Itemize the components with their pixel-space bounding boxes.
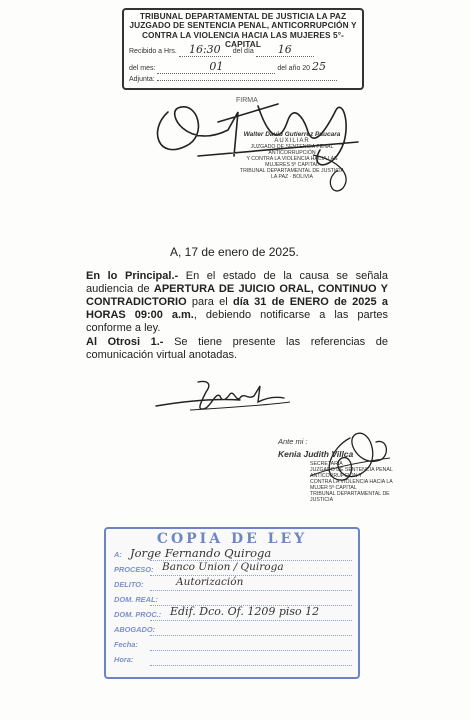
principal-text-1: En el estado de la causa se señala audiencia de	[86, 270, 388, 295]
principal-text-3: , debiendo notificarse a las partes conforme a ley.	[86, 309, 388, 334]
principal-paragraph	[86, 270, 388, 335]
month-label: del mes:	[129, 65, 156, 72]
stamp-header-line-1: TRIBUNAL DEPARTAMENTAL DE JUSTICIA LA PAZ	[139, 11, 347, 21]
auxiliar-block	[236, 132, 348, 180]
copy-field-value-dom-proc: Edif. Dco. Of. 1209 piso 12	[170, 605, 320, 618]
year-value: 25	[312, 60, 327, 73]
day-label: del día	[232, 48, 254, 55]
auxiliar-role: AUXILIAR	[274, 138, 310, 144]
principal-bold-1: APERTURA DE JUICIO ORAL, CONTINUO Y CONTRADICTORIO	[86, 283, 388, 308]
auxiliar-line-3: TRIBUNAL DEPARTAMENTAL DE JUSTICIA	[239, 168, 345, 174]
copy-stamp-title: COPIA DE LEY	[156, 531, 308, 547]
principal-bold-2: día 31 de ENERO de 2025 a HORAS 09:00 a.m.	[86, 296, 388, 321]
principal-label: En lo Principal.-	[86, 270, 179, 282]
auxiliar-line-1: JUZGADO DE SENTENCIA PENAL ANTICORRUPCIÓN	[250, 144, 334, 156]
copy-field-label-delito: DELITO:	[114, 580, 144, 589]
secretary-line-2: JUZGADO DE SENTENCIA PENAL ANTICORRUPCIÓN Y	[310, 467, 393, 479]
stamp-header-line-3: CONTRA LA VIOLENCIA HACIA LAS MUJERES 5°- CAPITAL	[141, 29, 345, 50]
otrosi-text: Se tiene presente las referencias de comunicación virtual anotadas.	[86, 336, 388, 361]
month-value: 01	[209, 60, 224, 73]
secretary-line-4: TRIBUNAL DEPARTAMENTAL DE JUSTICIA	[310, 491, 390, 503]
received-row	[129, 43, 314, 57]
document-date: A, 17 de enero de 2025.	[170, 245, 299, 259]
secretary-line-1: SECRETARIA	[310, 461, 343, 467]
secretary-signature	[290, 418, 400, 498]
copy-field-label-a: A:	[114, 550, 122, 559]
copy-field-label-hora: Hora:	[114, 655, 134, 664]
stamp-header-line-2: JUZGADO DE SENTENCIA PENAL, ANTICORRUPCIÓN Y	[129, 20, 357, 31]
received-hour: 16:30	[188, 43, 221, 56]
day-value: 16	[277, 43, 292, 56]
judge-signature	[150, 372, 300, 422]
copy-field-label-fecha: Fecha:	[114, 640, 138, 649]
otrosi-label: Al Otrosi 1.-	[86, 336, 164, 348]
copy-field-label-dom-proc: DOM. PROC.:	[114, 610, 162, 619]
copy-field-label-proceso: PROCESO:	[114, 565, 154, 574]
received-label: Recibido a Hrs.	[129, 48, 177, 55]
ante-mi-label: Ante mi :	[278, 437, 308, 446]
auxiliar-line-4: LA PAZ · BOLIVIA	[271, 174, 313, 180]
copy-field-value-delito: Autorización	[176, 576, 244, 588]
copy-field-label-dom-real: DOM. REAL:	[114, 595, 158, 604]
otrosi-paragraph	[86, 336, 388, 362]
copy-field-value-a: Jorge Fernando Quiroga	[130, 546, 272, 560]
attached-label: Adjunta:	[129, 76, 155, 83]
copy-stamp	[104, 527, 360, 679]
year-label: del año 20	[277, 65, 311, 72]
secretary-line-3: CONTRA LA VIOLENCIA HACIA LA MUJER 5º CAPITAL	[310, 479, 393, 491]
principal-text-2: para el	[186, 296, 233, 308]
secretary-name: Kenia Judith Villca	[278, 449, 354, 459]
copy-field-value-proceso: Banco Union / Quiroga	[162, 561, 284, 573]
copy-field-label-abogado: ABOGADO:	[114, 625, 156, 634]
auxiliar-name: Walter David Gutierrez Paucara	[243, 131, 341, 138]
firma-label: FIRMA	[236, 97, 258, 104]
auxiliar-line-2: Y CONTRA LA VIOLENCIA HACIA LAS MUJERES 5º CAPITAL	[246, 156, 338, 168]
